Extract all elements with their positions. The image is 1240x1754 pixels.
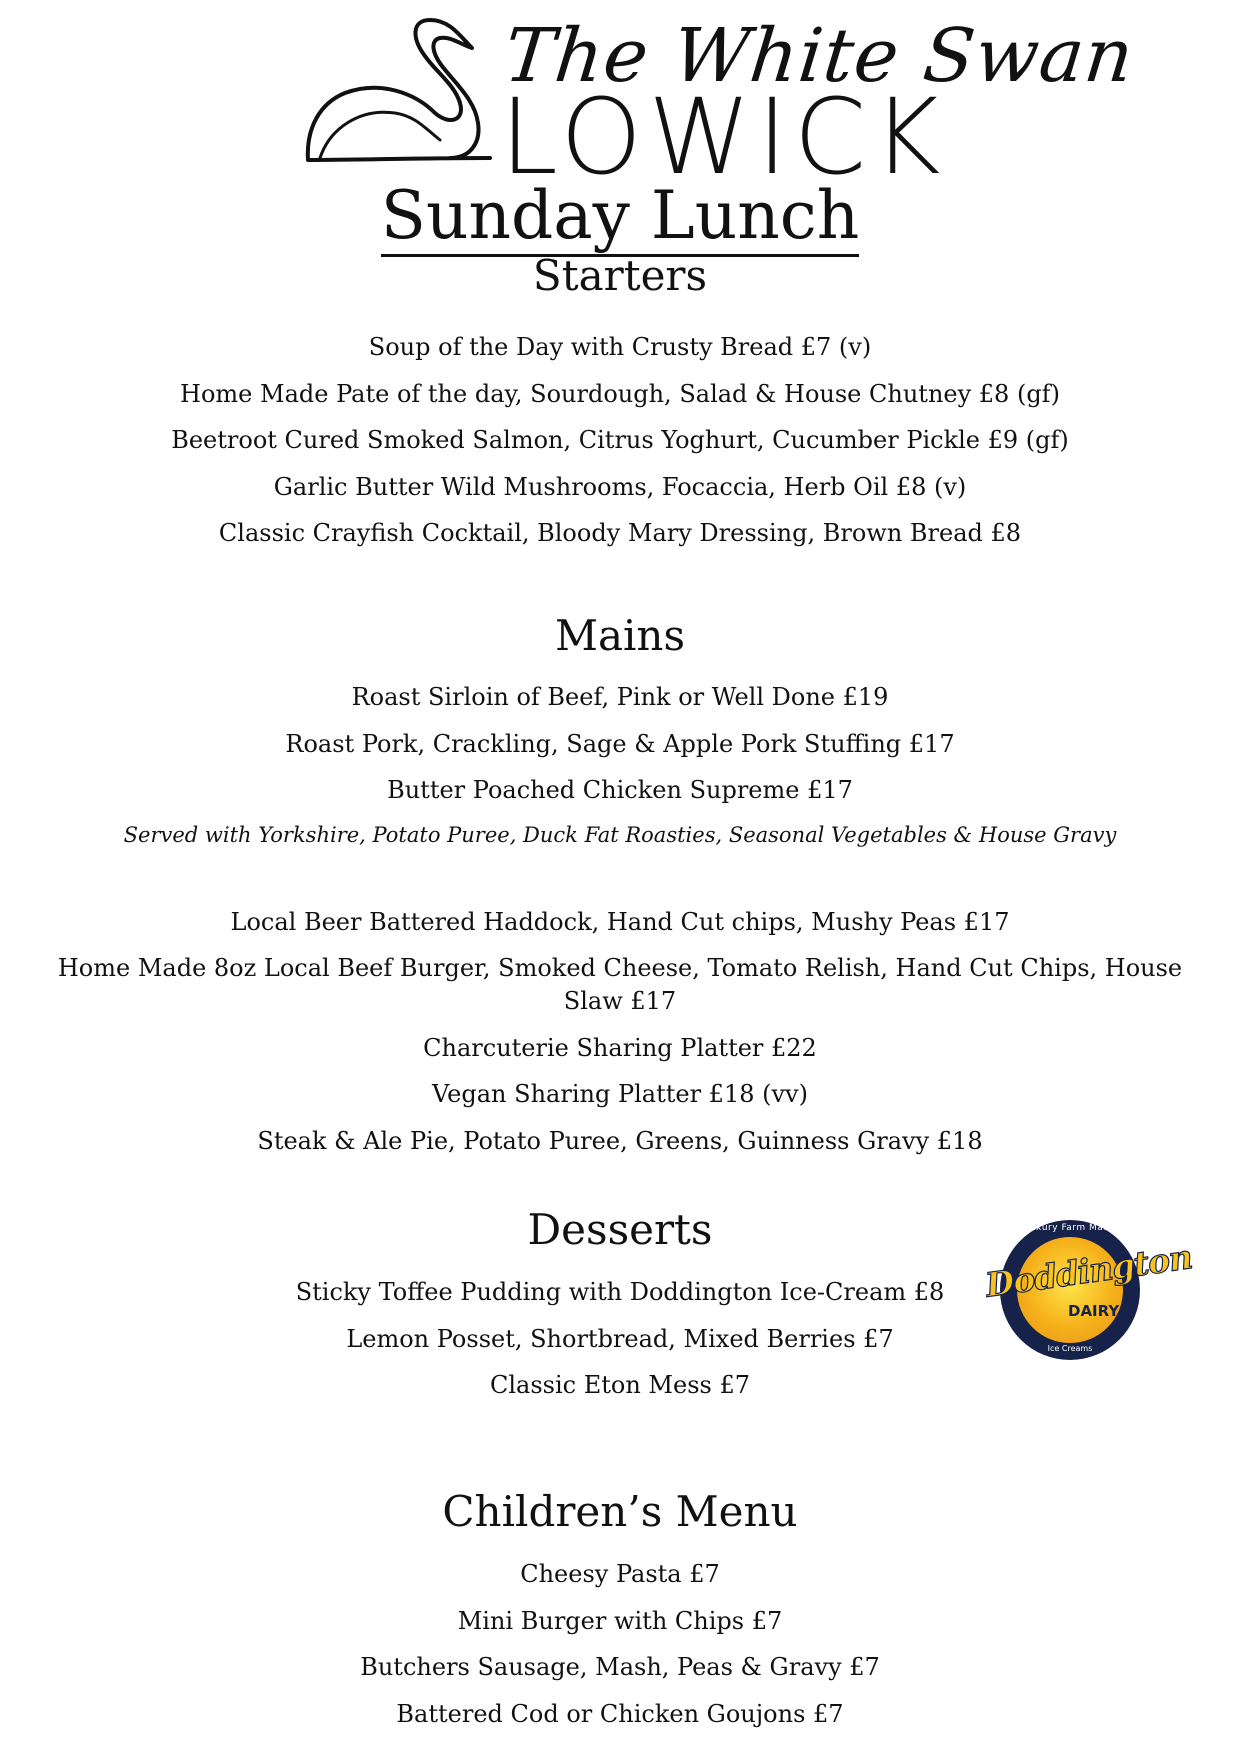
childrens-item: Cheesy Pasta £7 [520,1560,720,1588]
desserts-heading: Desserts [527,1205,713,1254]
childrens-item: Butchers Sausage, Mash, Peas & Gravy £7 [360,1653,880,1681]
page-title [0,176,1240,256]
main-item: Roast Sirloin of Beef, Pink or Well Done £19 [351,683,889,711]
main-item: Butter Poached Chicken Supreme £17 [387,776,853,804]
starter-item: Home Made Pate of the day, Sourdough, Salad & House Chutney £8 (gf) [180,379,1060,408]
mains-heading: Mains [554,611,686,660]
badge-sub-text: DAIRY [1068,1302,1120,1320]
badge-top-text: Luxury Farm Made [1024,1223,1116,1233]
doddington-dairy-badge [983,1220,1195,1370]
mains-other-list [30,905,1210,1170]
badge-brand-text: Doddington [983,1237,1195,1305]
starter-item: Beetroot Cured Smoked Salmon, Citrus Yoghurt, Cucumber Pickle £9 (gf) [171,426,1069,454]
childrens-item: Mini Burger with Chips £7 [457,1606,783,1635]
dessert-item: Lemon Posset, Shortbread, Mixed Berries £7 [346,1324,894,1353]
childrens-item: Battered Cod or Chicken Goujons £7 [396,1699,844,1728]
main-item: Home Made 8oz Local Beef Burger, Smoked Cheese, Tomato Relish, Hand Cut Chips, House Slaw £17 [57,953,1183,1015]
main-item: Charcuterie Sharing Platter £22 [423,1033,817,1062]
starter-item: Classic Crayfish Cocktail, Bloody Mary Dressing, Brown Bread £8 [218,519,1022,547]
roast-serving-note: Served with Yorkshire, Potato Puree, Duck Fat Roasties, Seasonal Vegetables & House Gravy [123,823,1117,847]
main-item: Roast Pork, Crackling, Sage & Apple Pork Stuffing £17 [285,729,955,758]
restaurant-logo [300,8,1139,198]
logo-script-text: The White Swan [500,13,1139,99]
dessert-item: Classic Eton Mess £7 [489,1371,750,1399]
dessert-item: Sticky Toffee Pudding with Doddington Ice-Cream £8 [295,1278,945,1306]
main-item: Steak & Ale Pie, Potato Puree, Greens, Guinness Gravy £18 [257,1126,983,1155]
main-item: Vegan Sharing Platter £18 (vv) [432,1080,808,1108]
childrens-heading: Children’s Menu [442,1487,798,1536]
main-item: Local Beer Battered Haddock, Hand Cut chips, Mushy Peas £17 [230,908,1010,936]
starter-item: Garlic Butter Wild Mushrooms, Focaccia, Herb Oil £8 (v) [273,472,967,501]
badge-bottom-text: Ice Creams [1047,1344,1093,1353]
childrens-list [30,1557,1210,1743]
logo-town-text: LOWICK [500,76,947,198]
mains-roasts-list [30,680,1210,820]
starter-item: Soup of the Day with Crusty Bread £7 (v) [368,333,872,361]
page-title-text: Sunday Lunch [381,177,859,257]
starters-list [30,330,1210,563]
starters-heading: Starters [532,251,708,300]
